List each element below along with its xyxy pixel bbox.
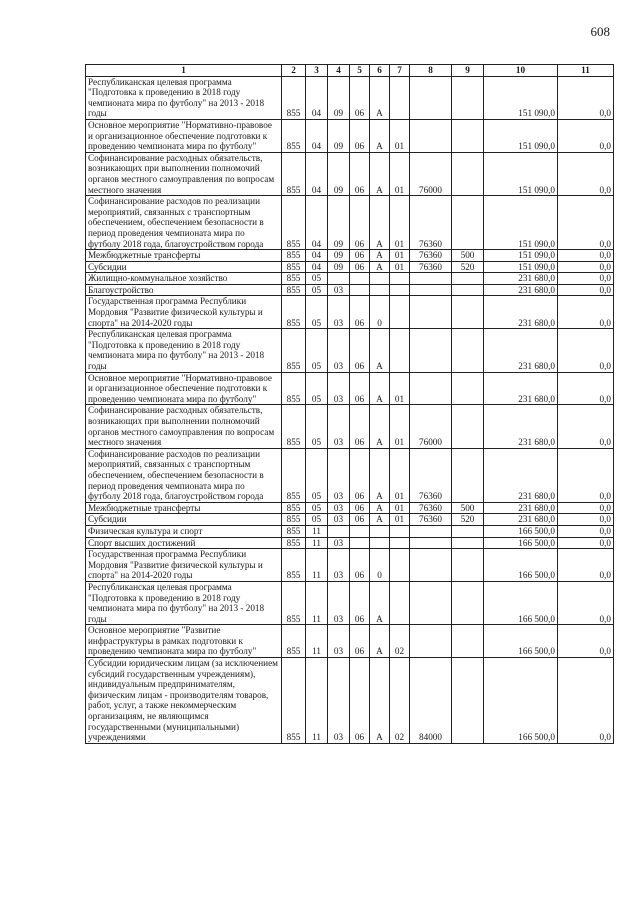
code-8 — [410, 581, 452, 624]
code-6: 0 — [370, 549, 390, 582]
code-6: А — [370, 119, 390, 152]
amount-10: 166 500,0 — [484, 581, 558, 624]
code-4: 03 — [328, 581, 350, 624]
code-8 — [410, 525, 452, 537]
code-3: 05 — [306, 405, 328, 448]
code-3: 11 — [306, 581, 328, 624]
code-7 — [390, 525, 410, 537]
code-3: 05 — [306, 514, 328, 526]
code-4: 09 — [328, 250, 350, 262]
code-4: 03 — [328, 537, 350, 549]
col-header: 9 — [452, 65, 484, 77]
code-6: А — [370, 502, 390, 514]
code-8 — [410, 549, 452, 582]
code-2: 855 — [282, 119, 306, 152]
code-2: 855 — [282, 405, 306, 448]
amount-10: 151 090,0 — [484, 261, 558, 273]
code-7: 01 — [390, 514, 410, 526]
code-6 — [370, 525, 390, 537]
amount-10: 231 680,0 — [484, 448, 558, 502]
code-6: А — [370, 625, 390, 658]
amount-10: 166 500,0 — [484, 549, 558, 582]
code-4: 09 — [328, 76, 350, 119]
code-7: 01 — [390, 250, 410, 262]
code-8: 76000 — [410, 152, 452, 195]
code-5 — [350, 537, 370, 549]
table-row — [86, 273, 614, 285]
code-6: 0 — [370, 296, 390, 329]
code-4: 03 — [328, 448, 350, 502]
amount-10: 231 680,0 — [484, 514, 558, 526]
code-7: 01 — [390, 502, 410, 514]
amount-11: 0,0 — [558, 273, 614, 285]
col-header: 1 — [86, 65, 282, 77]
code-8: 76360 — [410, 261, 452, 273]
code-5: 06 — [350, 152, 370, 195]
code-2: 855 — [282, 502, 306, 514]
code-4: 03 — [328, 502, 350, 514]
code-8: 76360 — [410, 250, 452, 262]
code-8: 84000 — [410, 658, 452, 744]
code-2: 855 — [282, 537, 306, 549]
code-7 — [390, 581, 410, 624]
amount-10: 151 090,0 — [484, 152, 558, 195]
code-6 — [370, 284, 390, 296]
code-7: 01 — [390, 261, 410, 273]
table-row — [86, 372, 614, 405]
budget-table — [85, 64, 614, 744]
code-5: 06 — [350, 502, 370, 514]
table-row — [86, 119, 614, 152]
code-9 — [452, 296, 484, 329]
code-2: 855 — [282, 296, 306, 329]
code-6: А — [370, 372, 390, 405]
row-name: Республиканская целевая программа "Подготовка к проведению в 2018 году чемпионата мира по футболу" на 2013 - 2018 годы — [86, 581, 282, 624]
code-5: 06 — [350, 119, 370, 152]
row-name: Физическая культура и спорт — [86, 525, 282, 537]
code-6: А — [370, 196, 390, 250]
amount-11: 0,0 — [558, 514, 614, 526]
code-2: 855 — [282, 549, 306, 582]
amount-11: 0,0 — [558, 119, 614, 152]
page-number: 608 — [590, 24, 610, 39]
code-3: 11 — [306, 658, 328, 744]
col-header: 5 — [350, 65, 370, 77]
code-2: 855 — [282, 76, 306, 119]
amount-11: 0,0 — [558, 372, 614, 405]
code-5: 06 — [350, 196, 370, 250]
code-7: 01 — [390, 196, 410, 250]
code-8 — [410, 119, 452, 152]
code-5: 06 — [350, 329, 370, 372]
code-4: 03 — [328, 658, 350, 744]
code-2: 855 — [282, 152, 306, 195]
code-7 — [390, 76, 410, 119]
table-row — [86, 284, 614, 296]
amount-11: 0,0 — [558, 152, 614, 195]
code-9 — [452, 549, 484, 582]
row-name: Софинансирование расходов по реализации мероприятий, связанных с транспортным обеспечением, обеспечением безопасности в период проведения чемпионата мира по футболу 2018 года, благоустройством города — [86, 448, 282, 502]
table-row — [86, 502, 614, 514]
code-3: 05 — [306, 329, 328, 372]
code-2: 855 — [282, 372, 306, 405]
code-7: 01 — [390, 405, 410, 448]
code-5: 06 — [350, 76, 370, 119]
code-5: 06 — [350, 372, 370, 405]
code-6: А — [370, 581, 390, 624]
code-2: 855 — [282, 273, 306, 285]
code-3: 05 — [306, 296, 328, 329]
amount-11: 0,0 — [558, 625, 614, 658]
table-row — [86, 537, 614, 549]
col-header: 8 — [410, 65, 452, 77]
code-5: 06 — [350, 448, 370, 502]
table-row — [86, 549, 614, 582]
code-9 — [452, 119, 484, 152]
code-4 — [328, 273, 350, 285]
row-name: Республиканская целевая программа "Подготовка к проведению в 2018 году чемпионата мира по футболу" на 2013 - 2018 годы — [86, 329, 282, 372]
code-8 — [410, 625, 452, 658]
table-row — [86, 448, 614, 502]
code-6 — [370, 537, 390, 549]
amount-10: 166 500,0 — [484, 625, 558, 658]
code-6: А — [370, 250, 390, 262]
code-3: 04 — [306, 261, 328, 273]
code-8: 76360 — [410, 514, 452, 526]
code-7 — [390, 284, 410, 296]
code-8 — [410, 284, 452, 296]
code-7 — [390, 296, 410, 329]
amount-11: 0,0 — [558, 525, 614, 537]
amount-10: 151 090,0 — [484, 76, 558, 119]
code-3: 04 — [306, 196, 328, 250]
code-6: А — [370, 514, 390, 526]
code-7 — [390, 329, 410, 372]
row-name: Межбюджетные трансферты — [86, 250, 282, 262]
header-row — [86, 65, 614, 77]
code-5: 06 — [350, 581, 370, 624]
amount-11: 0,0 — [558, 284, 614, 296]
code-6: А — [370, 405, 390, 448]
amount-10: 166 500,0 — [484, 525, 558, 537]
table-row — [86, 261, 614, 273]
table-row — [86, 152, 614, 195]
amount-10: 231 680,0 — [484, 329, 558, 372]
code-8 — [410, 273, 452, 285]
code-7 — [390, 537, 410, 549]
code-4: 03 — [328, 296, 350, 329]
table-row — [86, 405, 614, 448]
code-3: 04 — [306, 76, 328, 119]
amount-11: 0,0 — [558, 448, 614, 502]
code-4: 03 — [328, 329, 350, 372]
code-2: 855 — [282, 329, 306, 372]
code-8: 76360 — [410, 196, 452, 250]
amount-11: 0,0 — [558, 296, 614, 329]
table-body — [86, 76, 614, 743]
amount-11: 0,0 — [558, 502, 614, 514]
table-row — [86, 525, 614, 537]
code-6: А — [370, 261, 390, 273]
table-row — [86, 76, 614, 119]
code-9: 500 — [452, 502, 484, 514]
code-8: 76360 — [410, 502, 452, 514]
row-name: Субсидии юридическим лицам (за исключением субсидий государственным учреждениям), индивидуальным предпринимателям, физическим лицам - производителям товаров, работ, услуг, а также некоммерческим организациям, не являющимся государственными (муниципальными) учреждениями — [86, 658, 282, 744]
code-4: 03 — [328, 625, 350, 658]
code-9 — [452, 405, 484, 448]
table-row — [86, 625, 614, 658]
row-name: Субсидии — [86, 514, 282, 526]
code-8 — [410, 537, 452, 549]
amount-10: 231 680,0 — [484, 405, 558, 448]
code-4: 03 — [328, 549, 350, 582]
amount-11: 0,0 — [558, 250, 614, 262]
row-name: Благоустройство — [86, 284, 282, 296]
row-name: Софинансирование расходных обязательств, возникающих при выполнении полномочий органов местного самоуправления по вопросам местного значения — [86, 405, 282, 448]
code-5 — [350, 525, 370, 537]
code-9: 500 — [452, 250, 484, 262]
code-8: 76360 — [410, 448, 452, 502]
row-name: Государственная программа Республики Мордовия "Развитие физической культуры и спорта" на 2014-2020 годы — [86, 549, 282, 582]
amount-10: 231 680,0 — [484, 296, 558, 329]
code-5: 06 — [350, 296, 370, 329]
code-3: 04 — [306, 250, 328, 262]
row-name: Основное мероприятие "Нормативно-правовое и организационное обеспечение подготовки к проведению чемпионата мира по футболу" — [86, 119, 282, 152]
code-6: А — [370, 329, 390, 372]
code-3: 05 — [306, 273, 328, 285]
table-row — [86, 514, 614, 526]
code-3: 05 — [306, 284, 328, 296]
code-9 — [452, 284, 484, 296]
amount-10: 151 090,0 — [484, 196, 558, 250]
col-header: 7 — [390, 65, 410, 77]
code-8 — [410, 329, 452, 372]
code-3: 11 — [306, 537, 328, 549]
code-5: 06 — [350, 250, 370, 262]
code-7 — [390, 273, 410, 285]
code-9 — [452, 537, 484, 549]
row-name: Спорт высших достижений — [86, 537, 282, 549]
code-2: 855 — [282, 581, 306, 624]
code-4: 09 — [328, 261, 350, 273]
code-7 — [390, 549, 410, 582]
code-6: А — [370, 76, 390, 119]
amount-11: 0,0 — [558, 549, 614, 582]
code-7: 02 — [390, 625, 410, 658]
code-4 — [328, 525, 350, 537]
code-8 — [410, 76, 452, 119]
code-9 — [452, 196, 484, 250]
code-3: 05 — [306, 448, 328, 502]
amount-11: 0,0 — [558, 196, 614, 250]
code-8 — [410, 372, 452, 405]
code-2: 855 — [282, 284, 306, 296]
code-9 — [452, 658, 484, 744]
code-3: 11 — [306, 549, 328, 582]
col-header: 2 — [282, 65, 306, 77]
col-header: 11 — [558, 65, 614, 77]
amount-10: 166 500,0 — [484, 537, 558, 549]
amount-11: 0,0 — [558, 405, 614, 448]
amount-10: 231 680,0 — [484, 273, 558, 285]
amount-11: 0,0 — [558, 581, 614, 624]
code-7: 01 — [390, 448, 410, 502]
amount-10: 151 090,0 — [484, 250, 558, 262]
code-3: 04 — [306, 152, 328, 195]
amount-11: 0,0 — [558, 537, 614, 549]
amount-11: 0,0 — [558, 658, 614, 744]
code-3: 11 — [306, 525, 328, 537]
code-2: 855 — [282, 658, 306, 744]
code-7: 01 — [390, 372, 410, 405]
row-name: Республиканская целевая программа "Подготовка к проведению в 2018 году чемпионата мира по футболу" на 2013 - 2018 годы — [86, 76, 282, 119]
code-7: 01 — [390, 152, 410, 195]
code-9 — [452, 525, 484, 537]
code-9 — [452, 273, 484, 285]
code-2: 855 — [282, 261, 306, 273]
table-row — [86, 581, 614, 624]
code-5: 06 — [350, 658, 370, 744]
code-9 — [452, 76, 484, 119]
code-6: А — [370, 658, 390, 744]
code-6: А — [370, 152, 390, 195]
code-9 — [452, 625, 484, 658]
code-9 — [452, 152, 484, 195]
code-6: А — [370, 448, 390, 502]
row-name: Субсидии — [86, 261, 282, 273]
row-name: Межбюджетные трансферты — [86, 502, 282, 514]
col-header: 6 — [370, 65, 390, 77]
table-row — [86, 329, 614, 372]
code-8: 76000 — [410, 405, 452, 448]
amount-11: 0,0 — [558, 261, 614, 273]
code-4: 09 — [328, 119, 350, 152]
code-8 — [410, 296, 452, 329]
code-7: 01 — [390, 119, 410, 152]
row-name: Софинансирование расходов по реализации мероприятий, связанных с транспортным обеспечением, обеспечением безопасности в период проведения чемпионата мира по футболу 2018 года, благоустройством города — [86, 196, 282, 250]
code-5: 06 — [350, 405, 370, 448]
code-2: 855 — [282, 448, 306, 502]
code-5: 06 — [350, 514, 370, 526]
code-3: 05 — [306, 502, 328, 514]
col-header: 4 — [328, 65, 350, 77]
code-9 — [452, 581, 484, 624]
code-3: 11 — [306, 625, 328, 658]
amount-10: 151 090,0 — [484, 119, 558, 152]
code-9 — [452, 329, 484, 372]
table-row — [86, 250, 614, 262]
table-row — [86, 196, 614, 250]
amount-11: 0,0 — [558, 76, 614, 119]
amount-10: 166 500,0 — [484, 658, 558, 744]
code-2: 855 — [282, 625, 306, 658]
row-name: Софинансирование расходных обязательств, возникающих при выполнении полномочий органов местного самоуправления по вопросам местного значения — [86, 152, 282, 195]
code-2: 855 — [282, 514, 306, 526]
code-4: 03 — [328, 284, 350, 296]
table-row — [86, 658, 614, 744]
code-2: 855 — [282, 250, 306, 262]
code-3: 05 — [306, 372, 328, 405]
code-4: 03 — [328, 372, 350, 405]
amount-11: 0,0 — [558, 329, 614, 372]
code-2: 855 — [282, 525, 306, 537]
col-header: 10 — [484, 65, 558, 77]
code-3: 04 — [306, 119, 328, 152]
code-4: 03 — [328, 405, 350, 448]
code-5: 06 — [350, 261, 370, 273]
code-4: 09 — [328, 152, 350, 195]
code-5: 06 — [350, 625, 370, 658]
amount-10: 231 680,0 — [484, 502, 558, 514]
code-2: 855 — [282, 196, 306, 250]
amount-10: 231 680,0 — [484, 372, 558, 405]
row-name: Жилищно-коммунальное хозяйство — [86, 273, 282, 285]
code-9: 520 — [452, 261, 484, 273]
code-7: 02 — [390, 658, 410, 744]
code-6 — [370, 273, 390, 285]
table-row — [86, 296, 614, 329]
col-header: 3 — [306, 65, 328, 77]
code-4: 03 — [328, 514, 350, 526]
code-4: 09 — [328, 196, 350, 250]
code-9 — [452, 372, 484, 405]
row-name: Основное мероприятие "Нормативно-правовое и организационное обеспечение подготовки к проведению чемпионата мира по футболу" — [86, 372, 282, 405]
code-5: 06 — [350, 549, 370, 582]
row-name: Государственная программа Республики Мордовия "Развитие физической культуры и спорта" на 2014-2020 годы — [86, 296, 282, 329]
code-5 — [350, 273, 370, 285]
code-5 — [350, 284, 370, 296]
code-9: 520 — [452, 514, 484, 526]
amount-10: 231 680,0 — [484, 284, 558, 296]
row-name: Основное мероприятие "Развитие инфраструктуры в рамках подготовки к проведению чемпионата мира по футболу" — [86, 625, 282, 658]
code-9 — [452, 448, 484, 502]
